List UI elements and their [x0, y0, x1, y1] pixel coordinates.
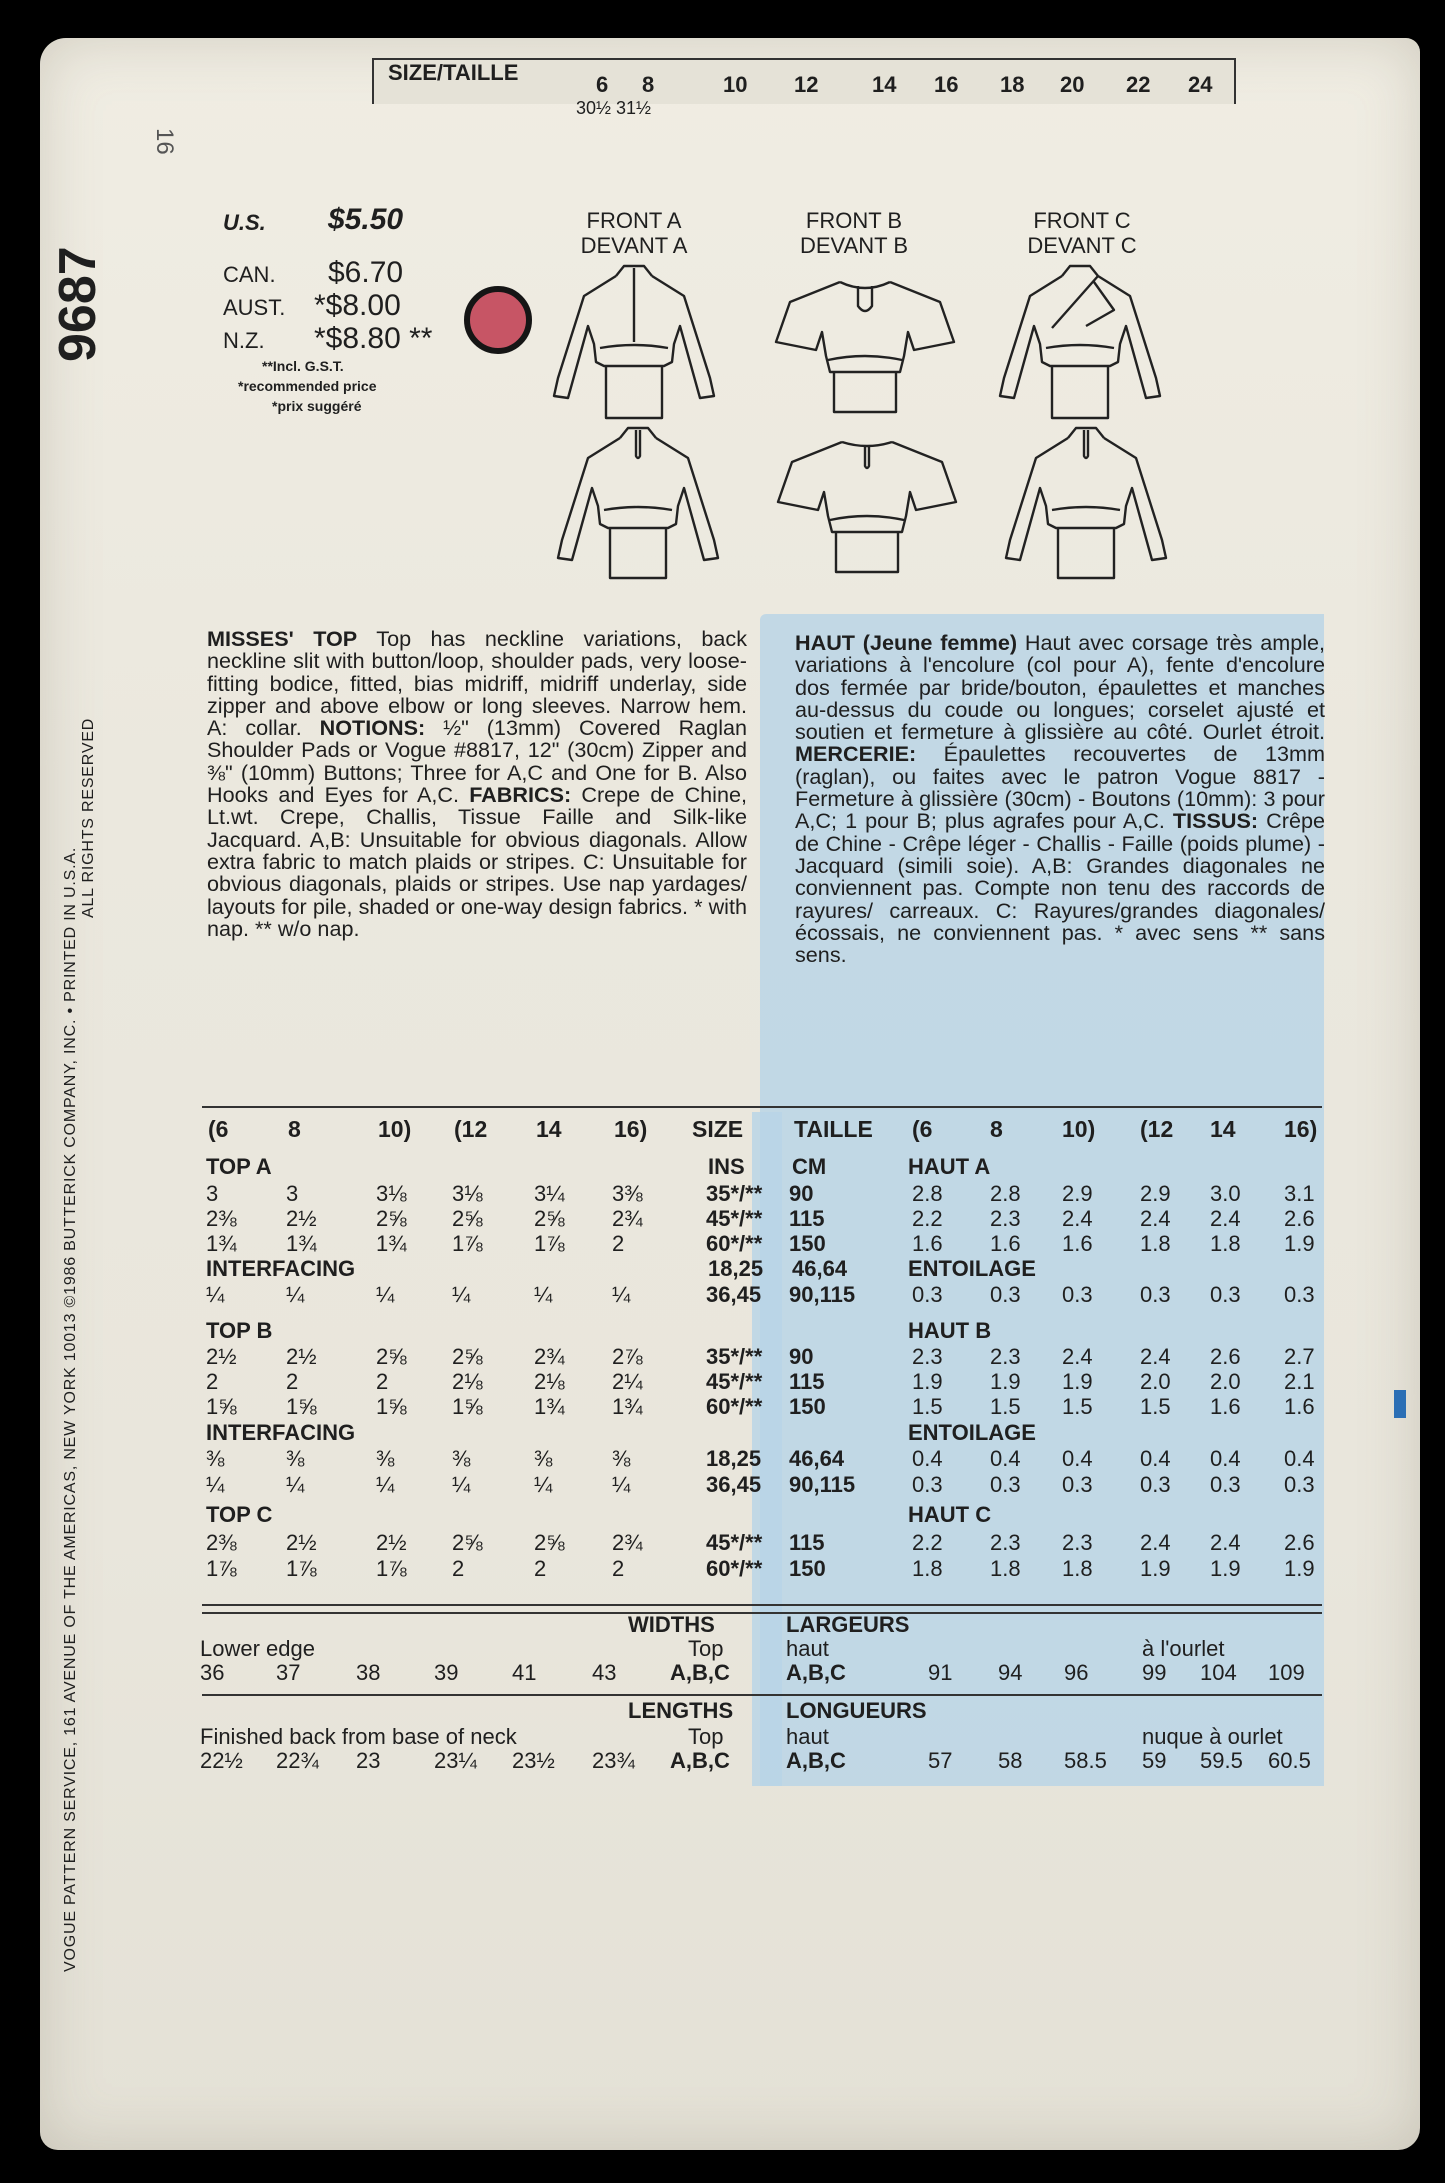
metre-cell: 0.3 [1140, 1472, 1171, 1497]
yardage-cell: 2 [206, 1369, 219, 1394]
yardage-cell: 2 [612, 1231, 625, 1256]
tissus-text: Crêpe de Chine - Crêpe léger - Challis - Faille (poids plume) - Jacquard (simili soie). A,B: Grandes diagonales ne conviennent pas. Compte non tenu des raccords de rayures/ carreaux. C: Rayures/grandes diagonales/écossais, ne conviennent pas. * avec sens ** sans sens. [795, 808, 1325, 968]
lengths-sub-fr: haut [786, 1724, 829, 1749]
view-c-devant: DEVANT C [1027, 233, 1137, 258]
yardage-cell: 2⅝ [452, 1206, 483, 1231]
lengths-value-in: 22½ [200, 1748, 243, 1773]
yardage-cell: ⅜ [376, 1446, 395, 1471]
yardage-cell: ⅜ [206, 1446, 225, 1471]
yardage-cell: ¼ [206, 1472, 225, 1497]
metre-cell: 2.4 [1210, 1530, 1241, 1555]
metre-cell: 0.4 [912, 1446, 943, 1471]
price-note-recommended: *recommended price [238, 378, 377, 394]
yardage-cell: 2 [612, 1556, 625, 1581]
yardage-cell: 3¼ [534, 1181, 565, 1206]
yardage-cell: 2⅞ [612, 1344, 643, 1369]
metre-cell: 0.3 [990, 1472, 1021, 1497]
size-strip-size: 22 [1126, 72, 1151, 97]
yardage-cell: 1⅞ [534, 1231, 565, 1256]
fabrics-label: FABRICS: [469, 782, 572, 808]
fabric-width-cm: 150 [789, 1556, 826, 1581]
fabric-width-in: 45*/** [706, 1530, 763, 1555]
yardage-cell: 1⅞ [452, 1231, 483, 1256]
metre-cell: 2.6 [1284, 1530, 1315, 1555]
lengths-value-in: 23¾ [592, 1748, 635, 1773]
size-strip-size: 10 [723, 72, 748, 97]
lengths-value-cm: 60.5 [1268, 1748, 1311, 1773]
rights-line: ALL RIGHTS RESERVED [80, 717, 97, 918]
french-desc: Haut avec corsage très ample, variations à l'encolure (col pour A), fente d'encolure dos fermée par bride/bouton, épaulettes et manches au-dessus du coude ou longues; corselet ajusté et soutien et fermeture à glissière au côté. Ourlet étroit. [795, 630, 1326, 745]
fabric-width-cm: 115 [789, 1530, 825, 1555]
metre-cell: 0.4 [1140, 1446, 1171, 1471]
notions-label: NOTIONS: [319, 715, 426, 741]
back-number: 16 [151, 128, 178, 155]
yardage-cell: 3 [286, 1181, 299, 1206]
yardage-cell: 2⅝ [534, 1206, 565, 1231]
size-strip-size: 12 [794, 72, 819, 97]
widths-value-in: 41 [512, 1660, 537, 1685]
fabric-width-in: 36,45 [706, 1282, 762, 1307]
yardage-cell: 2 [286, 1369, 299, 1394]
metre-cell: 1.9 [1210, 1556, 1241, 1581]
section-label: INTERFACING [206, 1256, 356, 1281]
yardage-cell: 2⅛ [452, 1369, 483, 1394]
yardage-cell: 2½ [286, 1344, 317, 1369]
metre-cell: 0.3 [912, 1472, 943, 1497]
yardage-cell: 3 [206, 1181, 219, 1206]
size-strip-size: 20 [1060, 72, 1085, 97]
metre-cell: 1.9 [1284, 1556, 1315, 1581]
lengths-value-cm: 59 [1142, 1748, 1167, 1773]
widths-value-cm: 99 [1142, 1660, 1167, 1685]
yardage-cell: 1⅝ [206, 1394, 237, 1419]
lengths-value-cm: 58 [998, 1748, 1023, 1773]
yardage-cell: 2⅝ [376, 1344, 407, 1369]
yardage-cell: 2⅜ [206, 1206, 237, 1231]
metre-cell: 1.8 [1062, 1556, 1093, 1581]
view-c-front: FRONT C [1033, 208, 1131, 233]
lengths-value-in: 23½ [512, 1748, 555, 1773]
lengths-value-in: 23 [356, 1748, 381, 1773]
view-a-front: FRONT A [586, 208, 682, 233]
size-header: (12 [454, 1116, 488, 1142]
metre-cell: 0.3 [1140, 1282, 1171, 1307]
metre-cell: 1.9 [912, 1369, 943, 1394]
pattern-number: 9687 [49, 246, 107, 362]
metre-cell: 0.3 [1062, 1282, 1093, 1307]
yardage-cell: ¼ [534, 1282, 553, 1307]
metre-cell: 2.6 [1284, 1206, 1315, 1231]
metre-cell: 2.9 [1062, 1181, 1093, 1206]
size-strip-caption: SIZE/TAILLE [388, 60, 519, 85]
metre-cell: 0.4 [990, 1446, 1021, 1471]
yardage-cell: 2¾ [612, 1530, 643, 1555]
notions-text: ½" (13mm) Covered Raglan Shoulder Pads or Vogue #8817, 12" (30cm) Zipper and ⅜" (10mm) Buttons; Three for A,C and One for B. Also Hooks and Eyes for A,C. [207, 715, 748, 808]
section-label: INTERFACING [206, 1420, 356, 1445]
metre-cell: 0.3 [1284, 1282, 1315, 1307]
sketch-back-a [548, 426, 728, 586]
size-header: 14 [536, 1116, 562, 1142]
yardage-cell: 2⅝ [534, 1530, 565, 1555]
fabric-width-cm: 150 [789, 1394, 826, 1419]
metre-cell: 1.9 [990, 1369, 1021, 1394]
section-label-fr: ENTOILAGE [908, 1256, 1036, 1281]
lengths-views: A,B,C [670, 1748, 730, 1773]
yardage-cell: 1¾ [612, 1394, 643, 1419]
yardage-cell: 2 [534, 1556, 547, 1581]
metre-cell: 2.3 [990, 1530, 1021, 1555]
yardage-cell: 2⅝ [452, 1530, 483, 1555]
edge-tab [1394, 1390, 1406, 1418]
view-a-title [534, 208, 734, 258]
yardage-cell: ⅜ [286, 1446, 305, 1471]
yardage-cell: ¼ [452, 1472, 471, 1497]
yardage-cell: 1⅝ [286, 1394, 317, 1419]
section-label: TOP C [206, 1502, 273, 1527]
view-b-front: FRONT B [805, 208, 903, 233]
price-note-gst: **Incl. G.S.T. [262, 358, 344, 374]
size-strip-partial-row: 30½ 31½ [576, 98, 652, 118]
size-header: 16) [614, 1116, 648, 1142]
sketch-front-a [544, 262, 724, 422]
yardage-cell: 1⅞ [376, 1556, 407, 1581]
section-label-fr: HAUT C [908, 1502, 992, 1527]
fabric-width-cm: 90,115 [789, 1472, 856, 1497]
mercerie-text: Épaulettes recouvertes de 13mm (raglan), ou faites avec le patron Vogue 8817 - Fermeture à glissière (30cm) - Boutons (10mm): 3 pour A,C; 1 pour B; plus agrafes pour A,C. [795, 741, 1326, 834]
size-strip-size: 6 [596, 72, 609, 97]
section-label: TOP B [206, 1318, 273, 1343]
metre-cell: 0.3 [1284, 1472, 1315, 1497]
size-header: 8 [288, 1116, 301, 1142]
metre-cell: 2.2 [912, 1206, 943, 1231]
sketch-front-c [990, 262, 1170, 422]
yardage-cell: 2⅝ [376, 1206, 407, 1231]
widths-sub-mid: Top [688, 1636, 724, 1661]
lengths-label: LENGTHS [628, 1698, 734, 1723]
widths-value-cm: 94 [998, 1660, 1023, 1685]
size-strip-size: 16 [934, 72, 959, 97]
fabric-width-in: 60*/** [706, 1556, 763, 1581]
yardage-cell: 2½ [376, 1530, 407, 1555]
yardage-cell: ¼ [206, 1282, 225, 1307]
metre-cell: 2.3 [912, 1344, 943, 1369]
metre-cell: 0.4 [1210, 1446, 1241, 1471]
fabric-width-in: 36,45 [706, 1472, 762, 1497]
yardage-cell: ⅜ [534, 1446, 553, 1471]
taille-header: 16) [1284, 1116, 1318, 1142]
yardage-cell: 2 [376, 1369, 389, 1394]
section-mid-left: 18,25 [708, 1256, 764, 1281]
lengths-value-cm: 59.5 [1200, 1748, 1243, 1773]
metre-cell: 2.4 [1210, 1206, 1241, 1231]
widths-value-in: 38 [356, 1660, 381, 1685]
widths-views: A,B,C [670, 1660, 730, 1685]
lengths-value-cm: 57 [928, 1748, 953, 1773]
metre-cell: 2.3 [1062, 1530, 1093, 1555]
section-label-fr: HAUT B [908, 1318, 992, 1343]
price-aust-label: AUST. [223, 295, 286, 320]
section-label: TOP A [206, 1154, 272, 1179]
english-desc: Top has neckline variations, back neckline slit with button/loop, shoulder pads, very loose-fitting bodice, fitted, bias midriff, midriff underlay, side zipper and above elbow or long sleeves. Narrow hem. A: collar. [207, 626, 748, 741]
price-nz: *$8.80 ** [314, 322, 433, 355]
widths-label-fr: LARGEURS [786, 1612, 910, 1637]
metre-cell: 0.4 [1284, 1446, 1315, 1471]
price-us: $5.50 [328, 203, 404, 236]
fabric-width-in: 35*/** [706, 1181, 763, 1206]
metre-cell: 1.8 [912, 1556, 943, 1581]
yardage-cell: 2¼ [612, 1369, 643, 1394]
metre-cell: 1.6 [1062, 1231, 1093, 1256]
metre-cell: 2.0 [1210, 1369, 1241, 1394]
metre-cell: 2.4 [1140, 1344, 1171, 1369]
metre-cell: 1.5 [1140, 1394, 1171, 1419]
yardage-cell: ⅜ [612, 1446, 631, 1471]
yardage-cell: 3⅛ [452, 1181, 483, 1206]
lengths-sub-fr-right: nuque à ourlet [1142, 1724, 1283, 1749]
size-header: (6 [208, 1116, 229, 1142]
view-c-title [982, 208, 1182, 258]
mercerie-label: MERCERIE: [795, 741, 917, 767]
lengths-sub-mid: Top [688, 1724, 724, 1749]
metre-cell: 1.6 [990, 1231, 1021, 1256]
metre-cell: 2.3 [990, 1344, 1021, 1369]
yardage-cell: ¼ [286, 1472, 305, 1497]
lengths-views-fr: A,B,C [786, 1748, 846, 1773]
metre-cell: 2.4 [1140, 1530, 1171, 1555]
taille-header: 10) [1062, 1116, 1096, 1142]
yardage-cell: 1¾ [286, 1231, 317, 1256]
size-label: SIZE [692, 1116, 744, 1142]
metre-cell: 2.4 [1062, 1344, 1093, 1369]
sketch-front-b [770, 272, 960, 422]
yardage-cell: ⅜ [452, 1446, 471, 1471]
metre-cell: 1.8 [1140, 1231, 1171, 1256]
section-mid-left: INS [708, 1154, 745, 1179]
yardage-cell: 2½ [286, 1530, 317, 1555]
metre-cell: 1.9 [1284, 1231, 1315, 1256]
lengths-label-fr: LONGUEURS [786, 1698, 927, 1723]
fabric-width-cm: 115 [789, 1206, 825, 1231]
widths-value-in: 37 [276, 1660, 301, 1685]
price-can-label: CAN. [223, 262, 276, 287]
fabric-width-cm: 46,64 [789, 1446, 845, 1471]
lengths-value-in: 22¾ [276, 1748, 319, 1773]
yardage-cell: 2½ [286, 1206, 317, 1231]
metre-cell: 1.5 [990, 1394, 1021, 1419]
yardage-cell: 2⅜ [206, 1530, 237, 1555]
price-nz-label: N.Z. [223, 328, 265, 353]
metre-cell: 2.3 [990, 1206, 1021, 1231]
metre-cell: 1.6 [912, 1231, 943, 1256]
size-strip-size: 24 [1188, 72, 1213, 97]
yardage-cell: 1⅝ [376, 1394, 407, 1419]
price-aust: *$8.00 [314, 289, 401, 322]
widths-value-cm: 104 [1200, 1660, 1237, 1685]
english-title: MISSES' TOP [207, 626, 358, 651]
yardage-cell: 3⅜ [612, 1181, 643, 1206]
metre-cell: 2.8 [912, 1181, 943, 1206]
yardage-cell: 1¾ [534, 1394, 565, 1419]
tissus-label: TISSUS: [1172, 808, 1259, 834]
section-label-fr: HAUT A [908, 1154, 991, 1179]
widths-value-in: 39 [434, 1660, 459, 1685]
metre-cell: 0.3 [1210, 1282, 1241, 1307]
widths-label: WIDTHS [628, 1612, 715, 1637]
metre-cell: 1.8 [1210, 1231, 1241, 1256]
yardage-cell: 2⅝ [452, 1344, 483, 1369]
size-strip-size: 18 [1000, 72, 1025, 97]
lengths-sub-left: Finished back from base of neck [200, 1724, 517, 1749]
widths-sub-left: Lower edge [200, 1636, 315, 1661]
metre-cell: 1.8 [990, 1556, 1021, 1581]
metre-cell: 2.9 [1140, 1181, 1171, 1206]
metre-cell: 3.1 [1284, 1181, 1315, 1206]
size-header: 10) [378, 1116, 412, 1142]
french-title: HAUT (Jeune femme) [795, 630, 1018, 655]
fabric-width-cm: 90,115 [789, 1282, 856, 1307]
yardage-cell: 2½ [206, 1344, 237, 1369]
yardage-cell: 1¾ [376, 1231, 407, 1256]
yardage-cell: 2⅛ [534, 1369, 565, 1394]
metre-cell: 3.0 [1210, 1181, 1241, 1206]
widths-rule-2 [202, 1612, 1322, 1614]
metre-cell: 0.3 [1210, 1472, 1241, 1497]
widths-value-cm: 96 [1064, 1660, 1089, 1685]
size-strip-size: 8 [642, 72, 655, 97]
widths-value-in: 43 [592, 1660, 617, 1685]
yardage-cell: 1¾ [206, 1231, 237, 1256]
yardage-cell: 1⅝ [452, 1394, 483, 1419]
fabric-width-in: 45*/** [706, 1369, 763, 1394]
widths-value-cm: 109 [1268, 1660, 1305, 1685]
widths-views-fr: A,B,C [786, 1660, 846, 1685]
english-description [207, 628, 747, 940]
metre-cell: 2.8 [990, 1181, 1021, 1206]
lengths-value-in: 23¼ [434, 1748, 477, 1773]
price-us-label: U.S. [223, 210, 266, 235]
taille-header: 8 [990, 1116, 1003, 1142]
french-description [795, 632, 1325, 966]
yardage-cell: 1⅞ [286, 1556, 317, 1581]
metre-cell: 2.6 [1210, 1344, 1241, 1369]
lengths-rule [202, 1694, 1322, 1696]
widths-value-cm: 91 [928, 1660, 953, 1685]
sketch-back-c [996, 426, 1176, 586]
widths-sub-fr: haut [786, 1636, 829, 1661]
metre-cell: 1.6 [1210, 1394, 1241, 1419]
metre-cell: 0.3 [990, 1282, 1021, 1307]
yardage-cell: 2¾ [612, 1206, 643, 1231]
view-b-title [754, 208, 954, 258]
yardage-cell: ¼ [612, 1282, 631, 1307]
section-label-fr: ENTOILAGE [908, 1420, 1036, 1445]
metre-cell: 2.7 [1284, 1344, 1315, 1369]
widths-sub-fr-right: à l'ourlet [1142, 1636, 1225, 1661]
yardage-cell: 3⅛ [376, 1181, 407, 1206]
yardage-cell: ¼ [286, 1282, 305, 1307]
metre-cell: 1.5 [1062, 1394, 1093, 1419]
fabric-width-cm: 90 [789, 1344, 814, 1369]
fabric-width-cm: 115 [789, 1369, 825, 1394]
metre-cell: 1.9 [1062, 1369, 1093, 1394]
taille-header: (12 [1140, 1116, 1174, 1142]
lengths-value-cm: 58.5 [1064, 1748, 1107, 1773]
yardage-cell: ¼ [376, 1472, 395, 1497]
metre-cell: 1.9 [1140, 1556, 1171, 1581]
table-top-rule [202, 1106, 1322, 1108]
yardage-cell: 2 [452, 1556, 465, 1581]
yardage-cell: 1⅞ [206, 1556, 237, 1581]
view-b-devant: DEVANT B [800, 233, 908, 258]
fabrics-text: Crepe de Chine, Lt.wt. Crepe, Challis, Tissue Faille and Silk-like Jacquard. A,B: Unsuitable for obvious diagonals. Allow extra fabric to match plaids or stripes. C: Unsuitable for obvious diagonals, plaids or stripes. Use nap yardages/ layouts for pile, shaded or one-way design fabrics. * with nap. ** w/o nap. [207, 782, 747, 941]
yardage-cell: ¼ [612, 1472, 631, 1497]
metre-cell: 0.3 [1062, 1472, 1093, 1497]
metre-cell: 2.4 [1062, 1206, 1093, 1231]
yardage-cell: 2¾ [534, 1344, 565, 1369]
taille-header: (6 [912, 1116, 933, 1142]
price-can: $6.70 [328, 256, 404, 289]
metre-cell: 2.0 [1140, 1369, 1171, 1394]
metre-cell: 1.5 [912, 1394, 943, 1419]
sketch-back-b [772, 432, 962, 582]
yardage-cell: ¼ [534, 1472, 553, 1497]
widths-value-in: 36 [200, 1660, 225, 1685]
taille-header: 14 [1210, 1116, 1236, 1142]
yardage-cell: ¼ [376, 1282, 395, 1307]
widths-rule [202, 1604, 1322, 1606]
publisher-line: VOGUE PATTERN SERVICE, 161 AVENUE OF THE AMERICAS, NEW YORK 10013 ©1986 BUTTERICK COMPANY, INC. • PRINTED IN U.S.A. [62, 846, 79, 1972]
fabric-width-in: 45*/** [706, 1206, 763, 1231]
metre-cell: 0.3 [912, 1282, 943, 1307]
section-mid-right: CM [792, 1154, 827, 1179]
metre-cell: 2.2 [912, 1530, 943, 1555]
metre-cell: 2.4 [1140, 1206, 1171, 1231]
metre-cell: 1.6 [1284, 1394, 1315, 1419]
taille-label: TAILLE [794, 1116, 873, 1142]
yardage-cell: ¼ [452, 1282, 471, 1307]
fabric-width-in: 18,25 [706, 1446, 762, 1471]
fabric-width-in: 60*/** [706, 1231, 763, 1256]
fabric-width-in: 35*/** [706, 1344, 763, 1369]
size-strip-size: 14 [872, 72, 897, 97]
section-mid-right: 46,64 [792, 1256, 848, 1281]
price-note-suggere: *prix suggéré [272, 398, 362, 414]
fabric-width-cm: 90 [789, 1181, 814, 1206]
metre-cell: 2.1 [1284, 1369, 1315, 1394]
color-dot-marker [464, 286, 532, 354]
fabric-width-cm: 150 [789, 1231, 826, 1256]
view-a-devant: DEVANT A [580, 233, 688, 258]
fabric-width-in: 60*/** [706, 1394, 763, 1419]
metre-cell: 0.4 [1062, 1446, 1093, 1471]
